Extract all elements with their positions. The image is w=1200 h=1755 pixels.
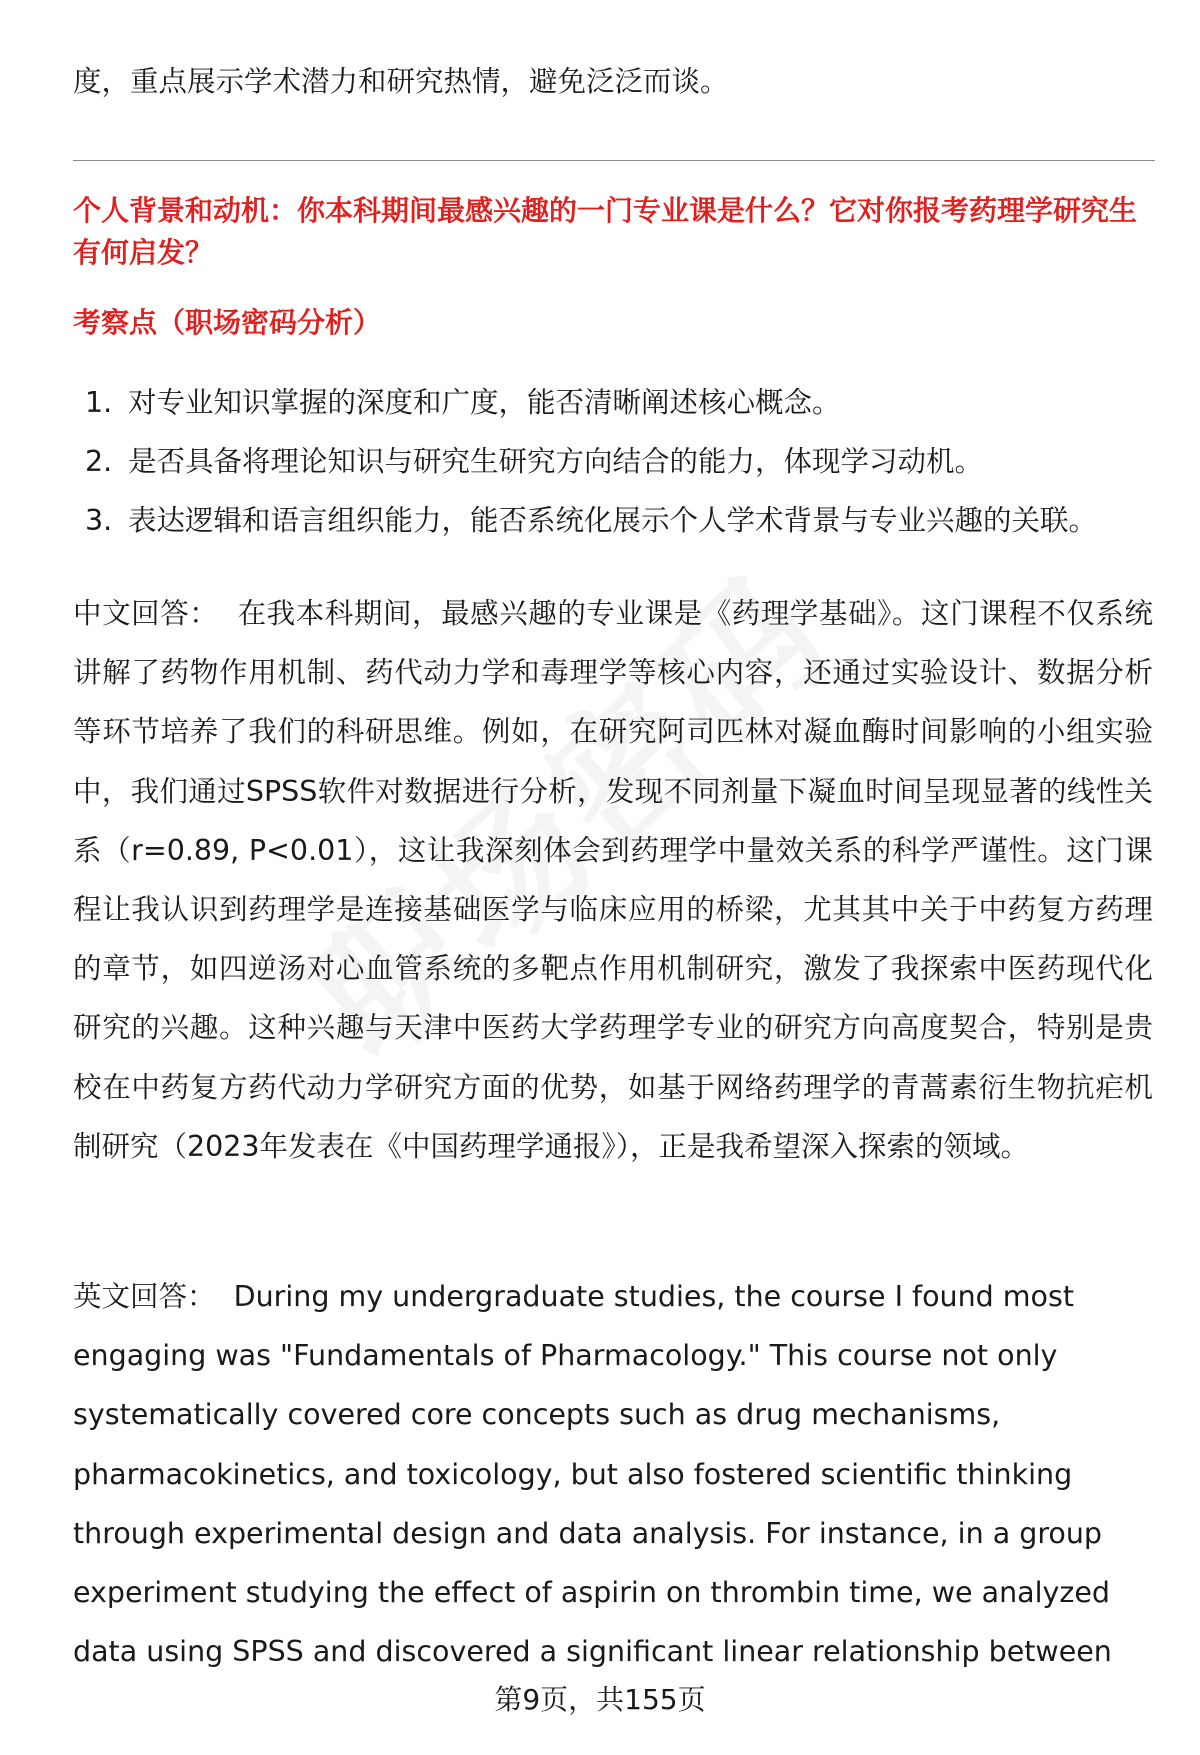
chinese-answer-paragraph xyxy=(73,584,1153,1176)
question-heading: 个人背景和动机：你本科期间最感兴趣的一门专业课是什么？它对你报考药理学研究生有何启发？ xyxy=(73,194,1138,269)
intro-paragraph-tail: 度，重点展示学术潜力和研究热情，避免泛泛而谈。 xyxy=(73,65,729,98)
list-item-text: 是否具备将理论知识与研究生研究方向结合的能力，体现学习动机。 xyxy=(128,445,984,478)
list-item-text: 表达逻辑和语言组织能力，能否系统化展示个人学术背景与专业兴趣的关联。 xyxy=(128,504,1098,537)
list-item xyxy=(73,373,1155,432)
english-answer-text: During my undergraduate studies, the course I found most engaging was "Fundamentals of Pharmacology." This course not only systematically covered core concepts such as drug mechanisms, pharmacokinetics, and toxicology, but also fostered scientific thinking through experimental design and data analysis. For instance, in a group experiment studying the effect of aspirin on thrombin time, we analyzed data using SPSS and discovered a significant linear relationship between xyxy=(73,1280,1112,1669)
chinese-answer-label: 中文回答： xyxy=(73,597,219,630)
english-answer-label: 英文回答： xyxy=(73,1280,216,1313)
list-item-number: 1. xyxy=(85,386,113,419)
chinese-answer-text: 在我本科期间，最感兴趣的专业课是《药理学基础》。这门课程不仅系统讲解了药物作用机制、药代动力学和毒理学等核心内容，还通过实验设计、数据分析等环节培养了我们的科研思维。例如，在研究阿司匹林对凝血酶时间影响的小组实验中，我们通过SPSS软件对数据进行分析，发现不同剂量下凝血时间呈现显著的线性关系（r=0.89, P<0.01），这让我深刻体会到药理学中量效关系的科学严谨性。这门课程让我认识到药理学是连接基础医学与临床应用的桥梁，尤其其中关于中药复方药理的章节，如四逆汤对心血管系统的多靶点作用机制研究，激发了我探索中医药现代化研究的兴趣。这种兴趣与天津中医药大学药理学专业的研究方向高度契合，特别是贵校在中药复方药代动力学研究方面的优势，如基于网络药理学的青蒿素衍生物抗疟机制研究（2023年发表在《中国药理学通报》），正是我希望深入探索的领域。 xyxy=(73,597,1153,1163)
page-number-footer: 第9页，共155页 xyxy=(494,1683,706,1716)
list-item-number: 3. xyxy=(85,504,113,537)
evaluation-points-heading: 考察点（职场密码分析） xyxy=(73,306,382,339)
list-item-text: 对专业知识掌握的深度和广度，能否清晰阐述核心概念。 xyxy=(128,386,841,419)
section-divider xyxy=(73,160,1155,161)
list-item xyxy=(73,432,1155,491)
evaluation-points-list xyxy=(73,373,1155,550)
list-item xyxy=(73,491,1155,550)
english-answer-paragraph xyxy=(73,1267,1153,1681)
list-item-number: 2. xyxy=(85,445,113,478)
